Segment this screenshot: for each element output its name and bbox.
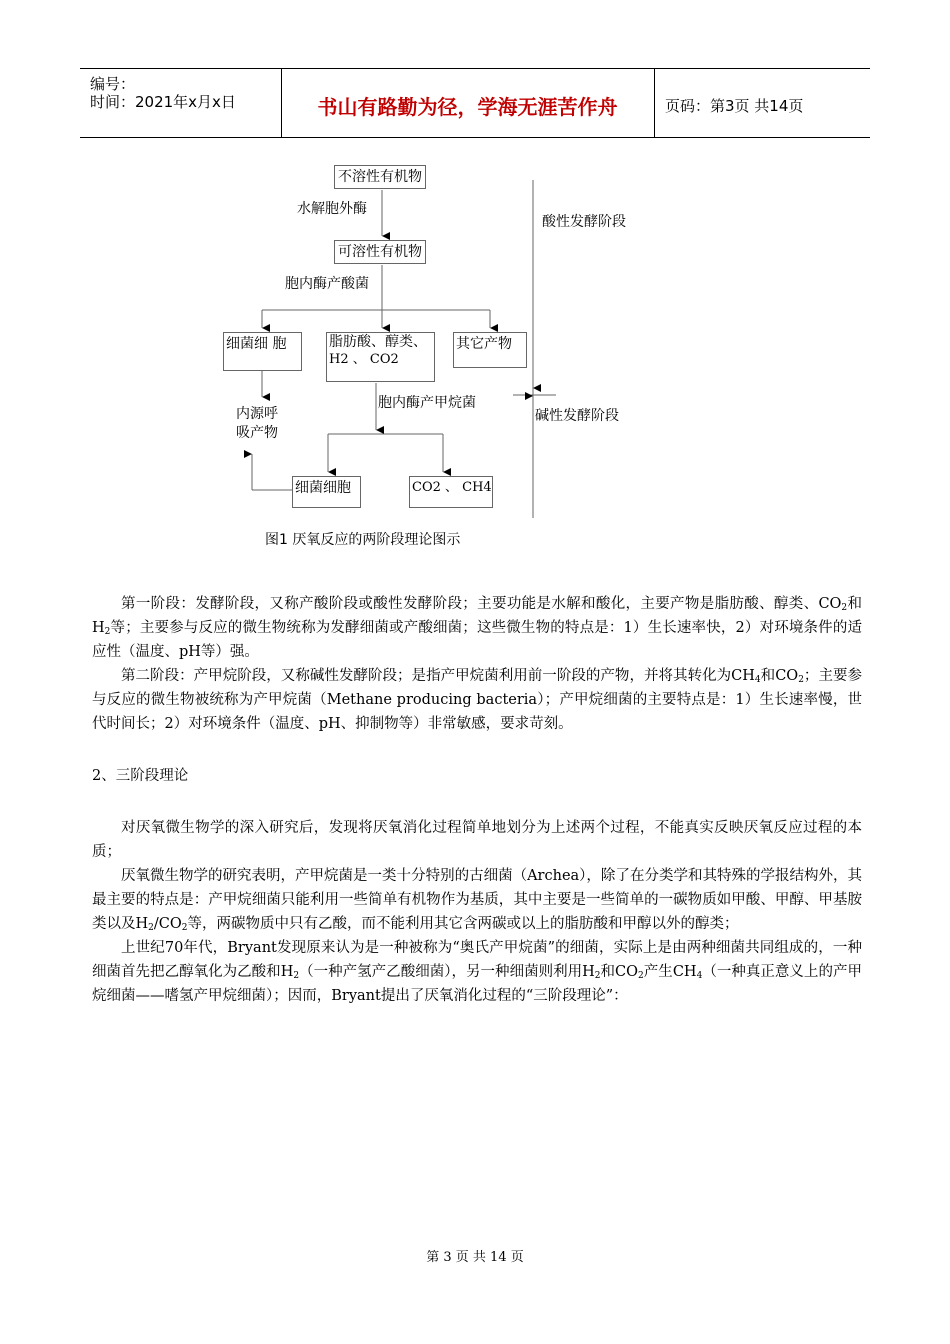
para4-text-c: 等，两碳物质中只有乙酸，而不能利用其它含两碳或以上的脂肪酸和甲醇以外的醇类； <box>187 916 739 932</box>
page-info: 页码：第3页 共14页 <box>665 97 804 115</box>
node-fatty-acids <box>326 332 435 382</box>
subscript: 4 <box>696 971 703 981</box>
stage2-text-b: 和CO <box>760 668 799 684</box>
label-acid-fermentation-stage: 酸性发酵阶段 <box>542 214 626 230</box>
para5-text-c: 和CO <box>600 964 639 980</box>
paragraph-archea <box>92 864 862 936</box>
endogenous-line2: 吸产物 <box>236 425 278 441</box>
subscript: 2 <box>841 603 848 613</box>
subscript: 2 <box>104 627 111 637</box>
figure-caption: 图1 厌氧反应的两阶段理论图示 <box>265 532 461 548</box>
stage1-text-a: 第一阶段：发酵阶段，又称产酸阶段或酸性发酵阶段；主要功能是水解和酸化，主要产物是脂肪酸、醇类、CO <box>121 596 842 612</box>
label-acidogenic-bacteria: 胞内酶产酸菌 <box>285 276 369 292</box>
paragraph-stage1 <box>92 592 862 664</box>
subscript: 2 <box>638 971 644 981</box>
doc-time-label: 时间：2021年x月x日 <box>90 93 236 111</box>
stage1-text-b: 和H <box>92 596 862 636</box>
endogenous-line1: 内源呼 <box>236 406 278 422</box>
stage-description <box>92 592 862 736</box>
subscript: 4 <box>754 675 761 685</box>
node-other-products: 其它产物 <box>453 332 527 368</box>
node-insoluble-organics: 不溶性有机物 <box>334 165 426 189</box>
para4-text-b: /CO <box>153 916 182 932</box>
node-fatty-acids-line2: H2 、 CO2 <box>329 352 399 367</box>
three-stage-description <box>92 816 862 1008</box>
paragraph-stage2 <box>92 664 862 736</box>
header-motto: 书山有路勤为径，学海无涯苦作舟 <box>317 95 618 119</box>
label-hydrolysis-enzyme: 水解胞外酶 <box>297 201 367 217</box>
subscript: 2 <box>293 971 300 981</box>
para4-text-a: 厌氧微生物学的研究表明，产甲烷菌是一类十分特别的古细菌（Archea），除了在分类学和其特殊的学报结构外，其最主要的特点是：产甲烷细菌只能利用一些简单有机物作为基质，其中主要是一些简单的一碳物质如甲酸、甲醇、甲基胺类以及H <box>92 868 862 932</box>
para5-text-a: 上世纪70年代，Bryant发现原来认为是一种被称为“奥氏产甲烷菌”的细菌，实际上是由两种细菌共同组成的，一种细菌首先把乙醇氧化为乙酸和H <box>92 940 862 980</box>
label-methanogenic-bacteria: 胞内酶产甲烷菌 <box>378 395 476 411</box>
subscript: 2 <box>181 923 188 933</box>
subscript: 2 <box>798 675 804 685</box>
node-endogenous-respiration <box>236 405 278 443</box>
subscript: 2 <box>148 923 154 933</box>
subscript: 2 <box>594 971 601 981</box>
doc-number-label: 编号： <box>90 75 136 93</box>
paragraph-intro: 对厌氧微生物学的深入研究后，发现将厌氧消化过程简单地划分为上述两个过程，不能真实反映厌氧反应过程的本质； <box>92 820 862 860</box>
page-footer: 第 3 页 共 14 页 <box>426 1250 524 1265</box>
two-stage-diagram <box>0 0 950 560</box>
node-soluble-organics: 可溶性有机物 <box>334 240 426 264</box>
section-heading: 2、三阶段理论 <box>92 768 189 784</box>
para5-text-b: （一种产氢产乙酸细菌），另一种细菌则利用H <box>299 964 595 980</box>
stage2-text-c: ；主要参与反应的微生物被统称为产甲烷菌（Methane producing bacteria）；产甲烷细菌的主要特点是：1）生长速率慢，世代时间长；2）对环境条件（温度、pH、抑制物等）非常敏感，要求苛刻。 <box>92 668 863 732</box>
node-bacterial-cell-2: 细菌细胞 <box>292 476 361 508</box>
node-fatty-acids-line1: 脂肪酸、醇类、 <box>329 334 427 350</box>
para5-text-e: （一种真正意义上的产甲烷细菌——嗜氢产甲烷细菌）；因而，Bryant提出了厌氧消化过程的“三阶段理论”： <box>92 964 862 1004</box>
para5-text-d: 产生CH <box>643 964 697 980</box>
node-bacterial-cell-1: 细菌细 胞 <box>223 332 302 371</box>
stage2-text-a: 第二阶段：产甲烷阶段，又称碱性发酵阶段；是指产甲烷菌利用前一阶段的产物，并将其转化为CH <box>121 668 755 684</box>
paragraph-bryant <box>92 936 862 1008</box>
stage1-text-c: 等；主要参与反应的微生物统称为发酵细菌或产酸细菌；这些微生物的特点是：1）生长速率快，2）对环境条件的适应性（温度、pH等）强。 <box>92 620 862 660</box>
label-alkaline-fermentation-stage: 碱性发酵阶段 <box>535 408 619 424</box>
node-co2-ch4: CO2 、 CH4 <box>409 476 493 508</box>
